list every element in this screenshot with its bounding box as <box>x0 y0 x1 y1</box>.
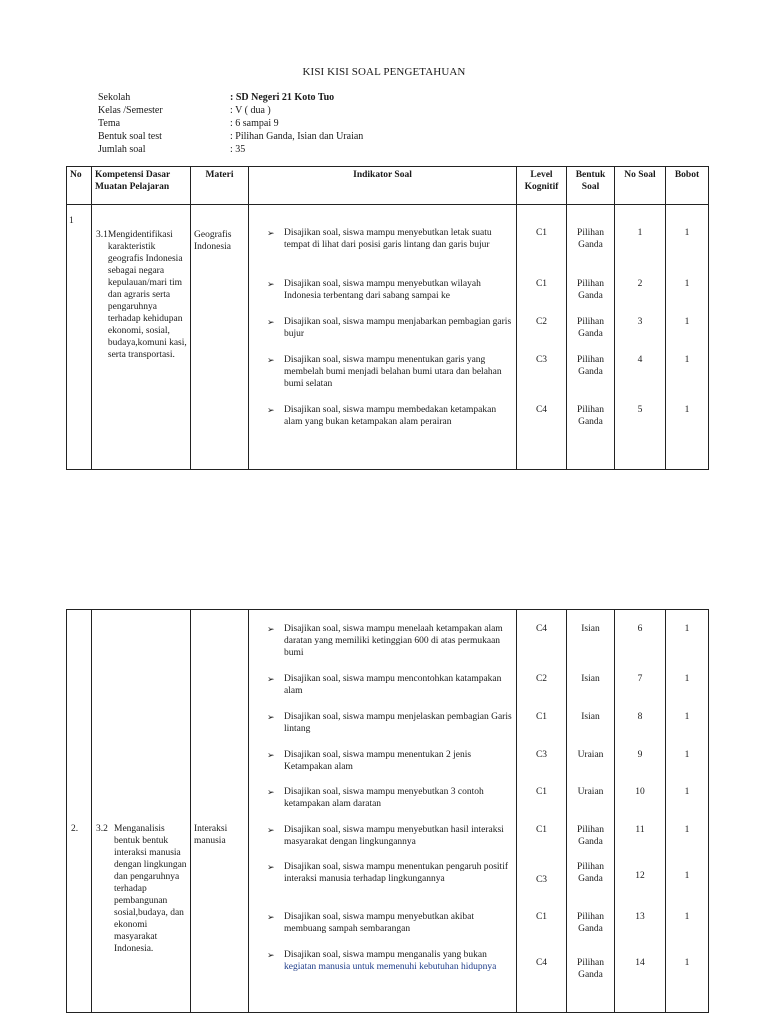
header-kompetensi: Kompetensi Dasar Muatan Pelajaran <box>92 167 191 205</box>
no-soal-value: 3 <box>637 317 643 327</box>
indikator-item: ➢ Disajikan soal, siswa mampu menjelaskan pembagian Garis lintang <box>267 712 512 734</box>
arrow-bullet-icon: ➢ <box>267 405 275 415</box>
level-value: C1 <box>535 912 548 922</box>
highlighted-text: kegiatan manusia untuk memenuhi kebutuhan hidupnya <box>284 962 497 972</box>
info-label: Sekolah <box>98 92 131 103</box>
bentuk-value: Uraian <box>577 787 604 797</box>
row-number: 1 <box>67 205 92 470</box>
indikator-item: ➢ Disajikan soal, siswa mampu membedakan ketampakan alam yang bukan ketampakan alam perairan <box>267 405 497 427</box>
indikator-item: ➢ Disajikan soal, siswa mampu menganalis yang bukan kegiatan manusia untuk memenuhi kebutuhan hidupnya <box>267 950 497 972</box>
bobot-value: 1 <box>684 825 690 835</box>
info-label: Kelas /Semester <box>98 105 163 116</box>
kompetensi-cell <box>92 610 191 1013</box>
no-soal-value: 13 <box>635 912 645 922</box>
bentuk-cell <box>567 610 615 1013</box>
indikator-item: ➢ Disajikan soal, siswa mampu menyebutkan akibat membuang sampah sembarangan <box>267 912 474 934</box>
indikator-item: ➢ Disajikan soal, siswa mampu menyebutkan letak suatu tempat di lihat dari posisi garis lintang dan garis bujur <box>267 228 492 250</box>
level-cell <box>517 610 567 1013</box>
no-soal-value: 14 <box>635 958 645 968</box>
bobot-value: 1 <box>684 871 690 881</box>
header-materi: Materi <box>191 167 249 205</box>
info-row-kelas <box>98 104 498 117</box>
no-soal-value: 11 <box>635 825 645 835</box>
level-value: C2 <box>535 674 548 684</box>
indikator-item: ➢ Disajikan soal, siswa mampu menentukan garis yang membelah bumi menjadi belahan bumi utara dan belahan bumi selatan <box>267 355 502 389</box>
info-value: : SD Negeri 21 Koto Tuo <box>230 92 335 103</box>
kisi-table-1 <box>66 166 709 470</box>
level-value: C1 <box>535 228 548 238</box>
bobot-value: 1 <box>684 355 690 365</box>
level-value: C1 <box>535 712 548 722</box>
arrow-bullet-icon: ➢ <box>267 750 275 760</box>
arrow-bullet-icon: ➢ <box>267 674 275 684</box>
arrow-bullet-icon: ➢ <box>267 355 275 365</box>
no-soal-value: 2 <box>637 279 643 289</box>
no-soal-value: 1 <box>637 228 643 238</box>
level-value: C4 <box>535 405 548 415</box>
level-cell <box>517 205 567 470</box>
header-level: Level Kognitif <box>517 167 567 205</box>
header-bobot: Bobot <box>666 167 709 205</box>
materi-cell: Geografis Indonesia <box>191 205 249 470</box>
bentuk-value: Pilihan Ganda <box>577 317 604 339</box>
bobot-value: 1 <box>684 405 690 415</box>
level-value: C3 <box>535 750 548 760</box>
bentuk-value: Pilihan Ganda <box>577 825 604 847</box>
kompetensi-number: 3.1 <box>96 230 108 240</box>
bentuk-value: Isian <box>581 712 600 722</box>
arrow-bullet-icon: ➢ <box>267 712 275 722</box>
school-info <box>98 91 498 156</box>
bentuk-cell <box>567 205 615 470</box>
level-value: C1 <box>535 787 548 797</box>
bobot-value: 1 <box>684 674 690 684</box>
indikator-item: ➢ Disajikan soal, siswa mampu menjabarkan pembagian garis bujur <box>267 317 512 339</box>
no-soal-value: 8 <box>637 712 643 722</box>
bentuk-value: Uraian <box>577 750 604 760</box>
bobot-value: 1 <box>684 279 690 289</box>
no-soal-value: 12 <box>635 871 645 881</box>
info-value: : 6 sampai 9 <box>230 118 279 129</box>
arrow-bullet-icon: ➢ <box>267 279 275 289</box>
arrow-bullet-icon: ➢ <box>267 787 275 797</box>
bentuk-value: Isian <box>581 674 600 684</box>
level-value: C2 <box>535 317 548 327</box>
level-value: C3 <box>535 875 548 885</box>
row-number: 2. <box>67 610 92 1013</box>
indikator-item: ➢ Disajikan soal, siswa mampu menyebutkan wilayah Indonesia terbentang dari sabang sampai ke <box>267 279 481 301</box>
info-row-sekolah <box>98 91 498 104</box>
bentuk-value: Pilihan Ganda <box>577 958 604 980</box>
no-soal-value: 10 <box>635 787 645 797</box>
info-value: : Pilihan Ganda, Isian dan Uraian <box>230 131 364 142</box>
bentuk-value: Pilihan Ganda <box>577 355 604 377</box>
bobot-value: 1 <box>684 624 690 634</box>
no-soal-cell <box>615 205 666 470</box>
arrow-bullet-icon: ➢ <box>267 624 275 634</box>
arrow-bullet-icon: ➢ <box>267 228 275 238</box>
bobot-cell <box>666 610 709 1013</box>
bobot-value: 1 <box>684 912 690 922</box>
info-row-tema <box>98 117 498 130</box>
table-header-row <box>67 167 709 205</box>
kompetensi-cell <box>92 205 191 470</box>
indikator-cell <box>249 610 517 1013</box>
indikator-item: ➢ Disajikan soal, siswa mampu menentukan 2 jenis Ketampakan alam <box>267 750 472 772</box>
header-no: No <box>67 167 92 205</box>
arrow-bullet-icon: ➢ <box>267 912 275 922</box>
header-no-soal: No Soal <box>615 167 666 205</box>
bobot-value: 1 <box>684 787 690 797</box>
kisi-table-2 <box>66 609 709 1013</box>
bentuk-value: Pilihan Ganda <box>577 405 604 427</box>
level-value: C3 <box>535 355 548 365</box>
arrow-bullet-icon: ➢ <box>267 825 275 835</box>
bobot-value: 1 <box>684 958 690 968</box>
info-label: Jumlah soal <box>98 144 146 155</box>
no-soal-value: 4 <box>637 355 643 365</box>
bentuk-value: Pilihan Ganda <box>577 912 604 934</box>
bentuk-value: Pilihan Ganda <box>577 862 604 884</box>
level-value: C4 <box>535 624 548 634</box>
bobot-value: 1 <box>684 712 690 722</box>
level-value: C1 <box>535 279 548 289</box>
info-value: : 35 <box>230 144 246 155</box>
kompetensi-text: Menganalisis bentuk bentuk interaksi manusia dengan lingkungan dan pengaruhnya terhadap pembangunan sosial,budaya, dan ekonomi masyarakat Indonesia. <box>114 824 187 954</box>
arrow-bullet-icon: ➢ <box>267 317 275 327</box>
document-title: KISI KISI SOAL PENGETAHUAN <box>302 66 466 78</box>
no-soal-value: 9 <box>637 750 643 760</box>
bentuk-value: Pilihan Ganda <box>577 279 604 301</box>
header-indikator: Indikator Soal <box>249 167 517 205</box>
bentuk-value: Isian <box>581 624 600 634</box>
indikator-item: ➢ Disajikan soal, siswa mampu menyebutkan 3 contoh ketampakan alam daratan <box>267 787 484 809</box>
no-soal-value: 7 <box>637 674 643 684</box>
level-value: C4 <box>535 958 548 968</box>
info-label: Bentuk soal test <box>98 131 162 142</box>
bobot-cell <box>666 205 709 470</box>
table-row <box>67 205 709 470</box>
indikator-cell <box>249 205 517 470</box>
kompetensi-number: 3.2 <box>96 824 108 834</box>
no-soal-value: 6 <box>637 624 643 634</box>
info-row-bentuk <box>98 130 498 143</box>
info-value: : V ( dua ) <box>230 105 271 116</box>
header-bentuk: Bentuk Soal <box>567 167 615 205</box>
indikator-item: ➢ Disajikan soal, siswa mampu menelaah ketampakan alam daratan yang memiliki ketinggian 600 di atas permukaan bumi <box>267 624 503 658</box>
info-label: Tema <box>98 118 121 129</box>
bobot-value: 1 <box>684 228 690 238</box>
bobot-value: 1 <box>684 750 690 760</box>
arrow-bullet-icon: ➢ <box>267 950 275 960</box>
bentuk-value: Pilihan Ganda <box>577 228 604 250</box>
arrow-bullet-icon: ➢ <box>267 862 275 872</box>
bobot-value: 1 <box>684 317 690 327</box>
info-row-jumlah <box>98 143 498 156</box>
no-soal-value: 5 <box>637 405 643 415</box>
table-row <box>67 610 709 1013</box>
no-soal-cell <box>615 610 666 1013</box>
indikator-item: ➢ Disajikan soal, siswa mampu mencontohkan katampakan alam <box>267 674 502 696</box>
level-value: C1 <box>535 825 548 835</box>
indikator-item: ➢ Disajikan soal, siswa mampu menyebutkan hasil interaksi masyarakat dengan lingkungannya <box>267 825 504 847</box>
kompetensi-text: Mengidentifikasi karakteristik geografis Indonesia sebagai negara kepulauan/mari tim dan agraris serta pengaruhnya terhadap kehidupan ekonomi, sosial, budaya,komuni kasi, serta transportasi. <box>107 230 187 360</box>
indikator-item: ➢ Disajikan soal, siswa mampu menentukan pengaruh positif interaksi manusia terhadap lingkungannya <box>267 862 508 884</box>
materi-cell: Interaksi manusia <box>191 610 249 1013</box>
